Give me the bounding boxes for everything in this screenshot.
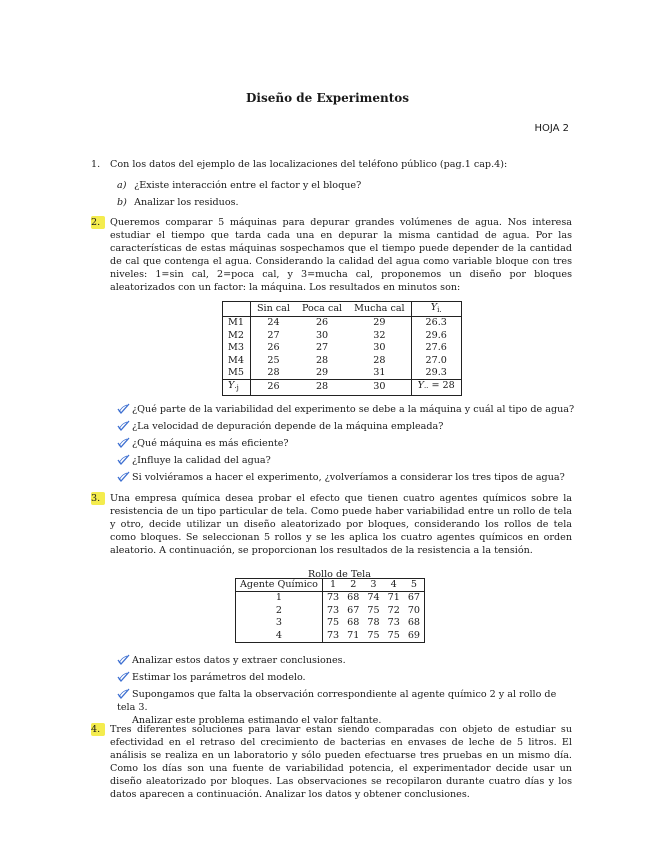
table-row: M4 25 28 28 27.0 <box>223 355 462 367</box>
checkmark-icon <box>117 437 130 448</box>
sub-text: ¿Existe interacción entre el factor y el bloque? <box>134 180 362 191</box>
question-text: Con los datos del ejemplo de las localizaciones del teléfono público (pag.1 cap.4): <box>110 159 508 170</box>
checked-item: ¿Qué parte de la variabilidad del experimento se debe a la máquina y cuál al tipo de agua? <box>117 403 577 416</box>
table-row: 2 73 67 75 72 70 <box>236 605 425 617</box>
col-header-mean: $\overline{Y}_{i.}$ <box>411 302 461 317</box>
table-row: 3 75 68 78 73 68 <box>236 617 425 629</box>
sub-item <box>117 196 572 209</box>
checked-item: ¿Influye la calidad del agua? <box>117 454 577 467</box>
table-row: M5 28 29 31 29.3 <box>223 367 462 380</box>
sub-label: a) <box>117 180 127 191</box>
question-1 <box>91 158 572 171</box>
col-header: Poca cal <box>296 302 348 317</box>
checked-item-continuation: Analizar este problema estimando el valor faltante. <box>132 715 382 726</box>
table-row: M2 27 30 32 29.6 <box>223 330 462 342</box>
checkmark-icon <box>117 654 130 665</box>
checked-item: ¿Qué máquina es más eficiente? <box>117 437 577 450</box>
table-row: 4 73 71 75 75 69 <box>236 630 425 643</box>
corner-header: Agente Químico <box>236 579 323 592</box>
question-text: Queremos comparar 5 máquinas para depurar grandes volúmenes de agua. Nos interesa estudiar el tiempo que tarda cada una en depurar la misma cantidad de agua. Por las características de estas máquinas sospechamos que el tiempo puede depender de la cantidad de cal que contenga el agua. Considerando la calidad del agua como variable bloque con tres niveles: 1=sin cal, 2=poca cal, y 3=mucha cal, proponemos un diseño por bloques aleatorizados con un factor: la máquina. Los resultados en minutos son: <box>110 217 572 293</box>
sub-text: Analizar los residuos. <box>134 197 239 208</box>
checked-item: ¿La velocidad de depuración depende de la máquina empleada? <box>117 420 577 433</box>
checkmark-icon <box>117 688 130 699</box>
col-header: Sin cal <box>250 302 296 317</box>
question-number-highlighted: 4. <box>91 723 105 736</box>
sheet-label: HOJA 2 <box>534 123 569 134</box>
checkmark-icon <box>117 471 130 482</box>
question-4 <box>91 723 572 801</box>
checked-item: Supongamos que falta la observación correspondiente al agente químico 2 y al rollo de tela 3. Analizar este problema estimando el valor faltante. <box>117 688 577 727</box>
question-text: Tres diferentes soluciones para lavar estan siendo comparadas con objeto de estudiar su efectividad en el retraso del crecimiento de bacterias en envases de leche de 5 litros. El análisis se realiza en un laboratorio y sólo pueden efectuarse tres pruebas en un mismo día. Como los días son una fuente de variabilidad potencia, el experimentador decide usar un diseño aleatorizado por bloques. Las observaciones se recopilaron durante cuatro días y los datos aparecen a continuación. Analizar los datos y obtener conclusiones. <box>110 724 572 800</box>
checked-item: Analizar estos datos y extraer conclusiones. <box>117 654 577 667</box>
checkmark-icon <box>117 454 130 465</box>
agents-table: Agente Químico 1 2 3 4 5 1 73 68 74 71 67 2 73 67 75 72 70 3 75 68 78 73 68 4 73 71 75 75 69 <box>235 578 425 643</box>
sub-item <box>117 179 572 192</box>
question-number: 1. <box>91 159 101 170</box>
document-title: Diseño de Experimentos <box>245 91 410 105</box>
checkmark-icon <box>117 420 130 431</box>
checkmark-icon <box>117 671 130 682</box>
table-row: M3 26 27 30 27.6 <box>223 342 462 354</box>
table-caption: Rollo de Tela <box>308 569 371 580</box>
table-row: M1 24 26 29 26.3 <box>223 317 462 330</box>
question-number-highlighted: 2. <box>91 216 105 229</box>
checked-item: Estimar los parámetros del modelo. <box>117 671 577 684</box>
table-footer-row: $\overline{Y}_{\cdot j}$ 26 28 30 $\overline{Y}_{\cdot\cdot} = 28$ <box>223 380 462 395</box>
machines-table <box>222 301 462 396</box>
sub-label: b) <box>117 197 127 208</box>
col-header: Mucha cal <box>348 302 411 317</box>
checked-item: Si volviéramos a hacer el experimento, ¿volveríamos a considerar los tres tipos de agua? <box>117 471 577 484</box>
question-text: Una empresa química desea probar el efecto que tienen cuatro agentes químicos sobre la resistencia de un tipo particular de tela. Como puede haber variabilidad entre un rollo de tela y otro, decide utilizar un diseño aleatorizado por bloques, considerando los rollos de tela como bloques. Se seleccionan 5 rollos y se les aplica los cuatro agentes químicos en orden aleatorio. A continuación, se proporcionan los resultados de la resistencia a la tensión. <box>110 493 572 556</box>
table-row: 1 73 68 74 71 67 <box>236 592 425 605</box>
checkmark-icon <box>117 403 130 414</box>
question-number-highlighted: 3. <box>91 492 105 505</box>
question-2 <box>91 216 572 294</box>
question-3 <box>91 492 572 557</box>
